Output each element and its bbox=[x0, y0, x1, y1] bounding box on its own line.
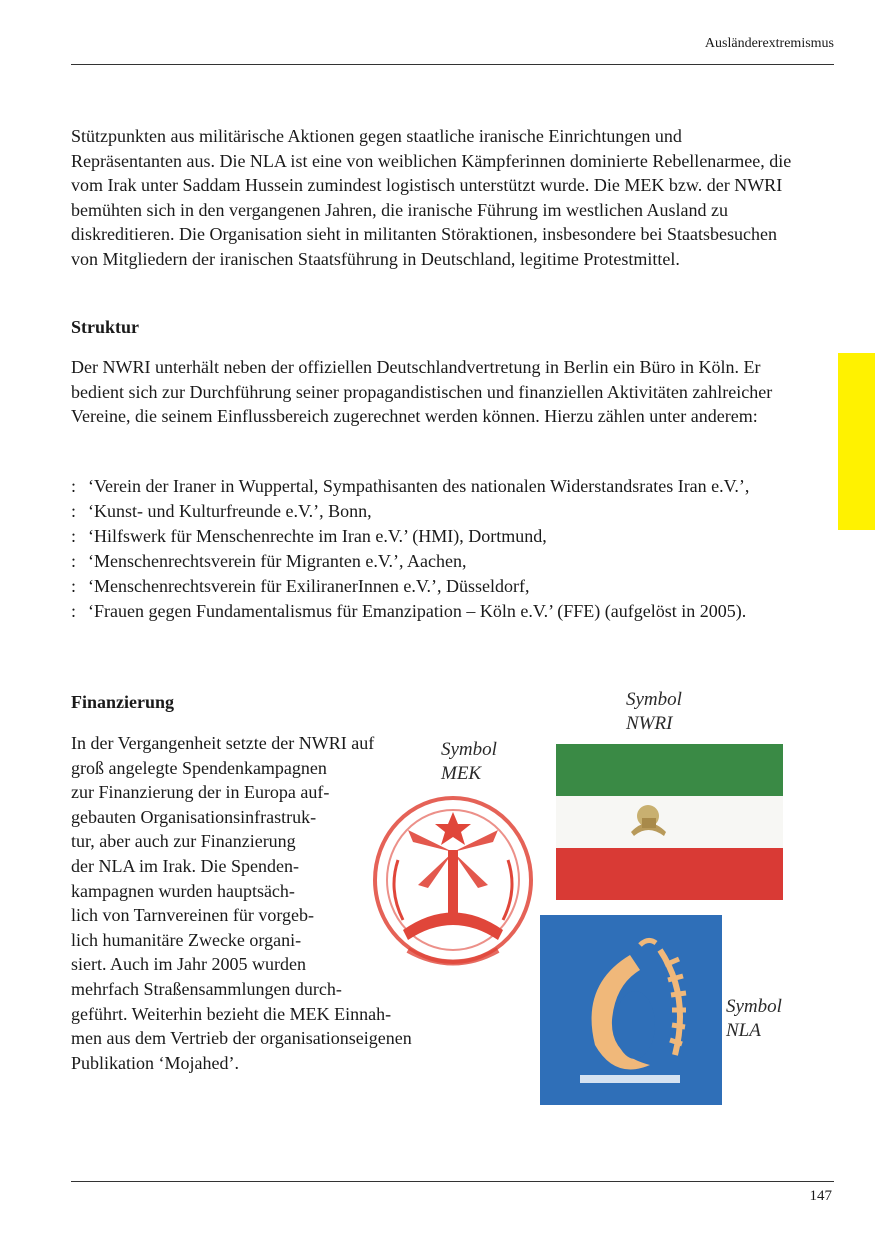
label-symbol-nwri: Symbol NWRI bbox=[626, 689, 682, 734]
list-bullet: : bbox=[71, 476, 77, 496]
list-item: : ‘Kunst- und Kulturfreunde e.V.’, Bonn, bbox=[71, 499, 793, 524]
label-symbol-nla: Symbol NLA bbox=[726, 996, 782, 1041]
heading-struktur: Struktur bbox=[71, 317, 140, 337]
label-symbol-mek: Symbol MEK bbox=[441, 739, 497, 784]
page-number: 147 bbox=[809, 1188, 832, 1204]
list-item: : ‘Hilfswerk für Menschenrechte im Iran e.V.’ (HMI), Dortmund, bbox=[71, 524, 793, 549]
list-bullet: : bbox=[71, 601, 77, 621]
organisation-list bbox=[71, 474, 793, 624]
list-item: : ‘Menschenrechtsverein für ExiliranerInnen e.V.’, Düsseldorf, bbox=[71, 574, 793, 599]
list-bullet: : bbox=[71, 576, 77, 596]
header-rule bbox=[71, 64, 834, 65]
list-item: : ‘Menschenrechtsverein für Migranten e.V.’, Aachen, bbox=[71, 549, 793, 574]
mek-emblem-image bbox=[368, 790, 538, 980]
footer-rule bbox=[71, 1181, 834, 1182]
nla-emblem-image bbox=[540, 915, 722, 1105]
heading-finanzierung: Finanzierung bbox=[71, 692, 175, 712]
list-item: : ‘Verein der Iraner in Wuppertal, Sympathisanten des nationalen Widerstandsrates Iran e.V.’, bbox=[71, 474, 793, 499]
nwri-flag-image bbox=[556, 744, 783, 900]
list-bullet: : bbox=[71, 551, 77, 571]
list-item: : ‘Frauen gegen Fundamentalismus für Emanzipation – Köln e.V.’ (FFE) (aufgelöst in 2005). bbox=[71, 599, 793, 624]
finanzierung-paragraph: In der Vergangenheit setzte der NWRI auf groß angelegte Spendenkampagnen zur Finanzierung der in Europa auf- gebauten Organisationsinfrastruk- tur, aber auch zur Finanzierung der NLA im Irak. Die Spenden- kampagnen wurden hauptsäch- lich von Tarnvereinen für vorgeb- lich humanitäre Zwecke organi- siert. Auch im Jahr 2005 wurden mehrfach Straßensammlungen durch- geführt. Weiterhin bezieht die MEK Einnah- men aus dem Vertrieb der organisationseigenen Publikation ‘Mojahed’. bbox=[71, 733, 412, 1073]
list-bullet: : bbox=[71, 501, 77, 521]
list-bullet: : bbox=[71, 526, 77, 546]
running-head: Ausländerextremismus bbox=[704, 36, 834, 51]
section-color-tab bbox=[838, 353, 875, 530]
intro-paragraph: Stützpunkten aus militärische Aktionen gegen staatliche iranische Einrichtungen und Repräsentanten aus. Die NLA ist eine von weiblichen Kämpferinnen dominierte Rebellenarmee, die vom Irak unter Saddam Hussein zumindest logistisch unterstützt wurde. Die MEK bzw. der NWRI bemühten sich in den vergangenen Jahren, die iranische Führung im westlichen Ausland zu diskreditieren. Die Organisation sieht in militanten Störaktionen, insbesondere bei Staatsbesuchen von Mitgliedern der iranischen Staatsführung in Deutschland, legitime Protestmittel. bbox=[71, 126, 792, 269]
struktur-paragraph: Der NWRI unterhält neben der offiziellen Deutschlandvertretung in Berlin ein Büro in Köln. Er bedient sich zur Durchführung seiner propagandistischen und finanziellen Aktivitäten zahlreicher Vereine, die seinem Einflussbereich zugerechnet werden können. Hierzu zählen unter anderem: bbox=[71, 357, 773, 426]
